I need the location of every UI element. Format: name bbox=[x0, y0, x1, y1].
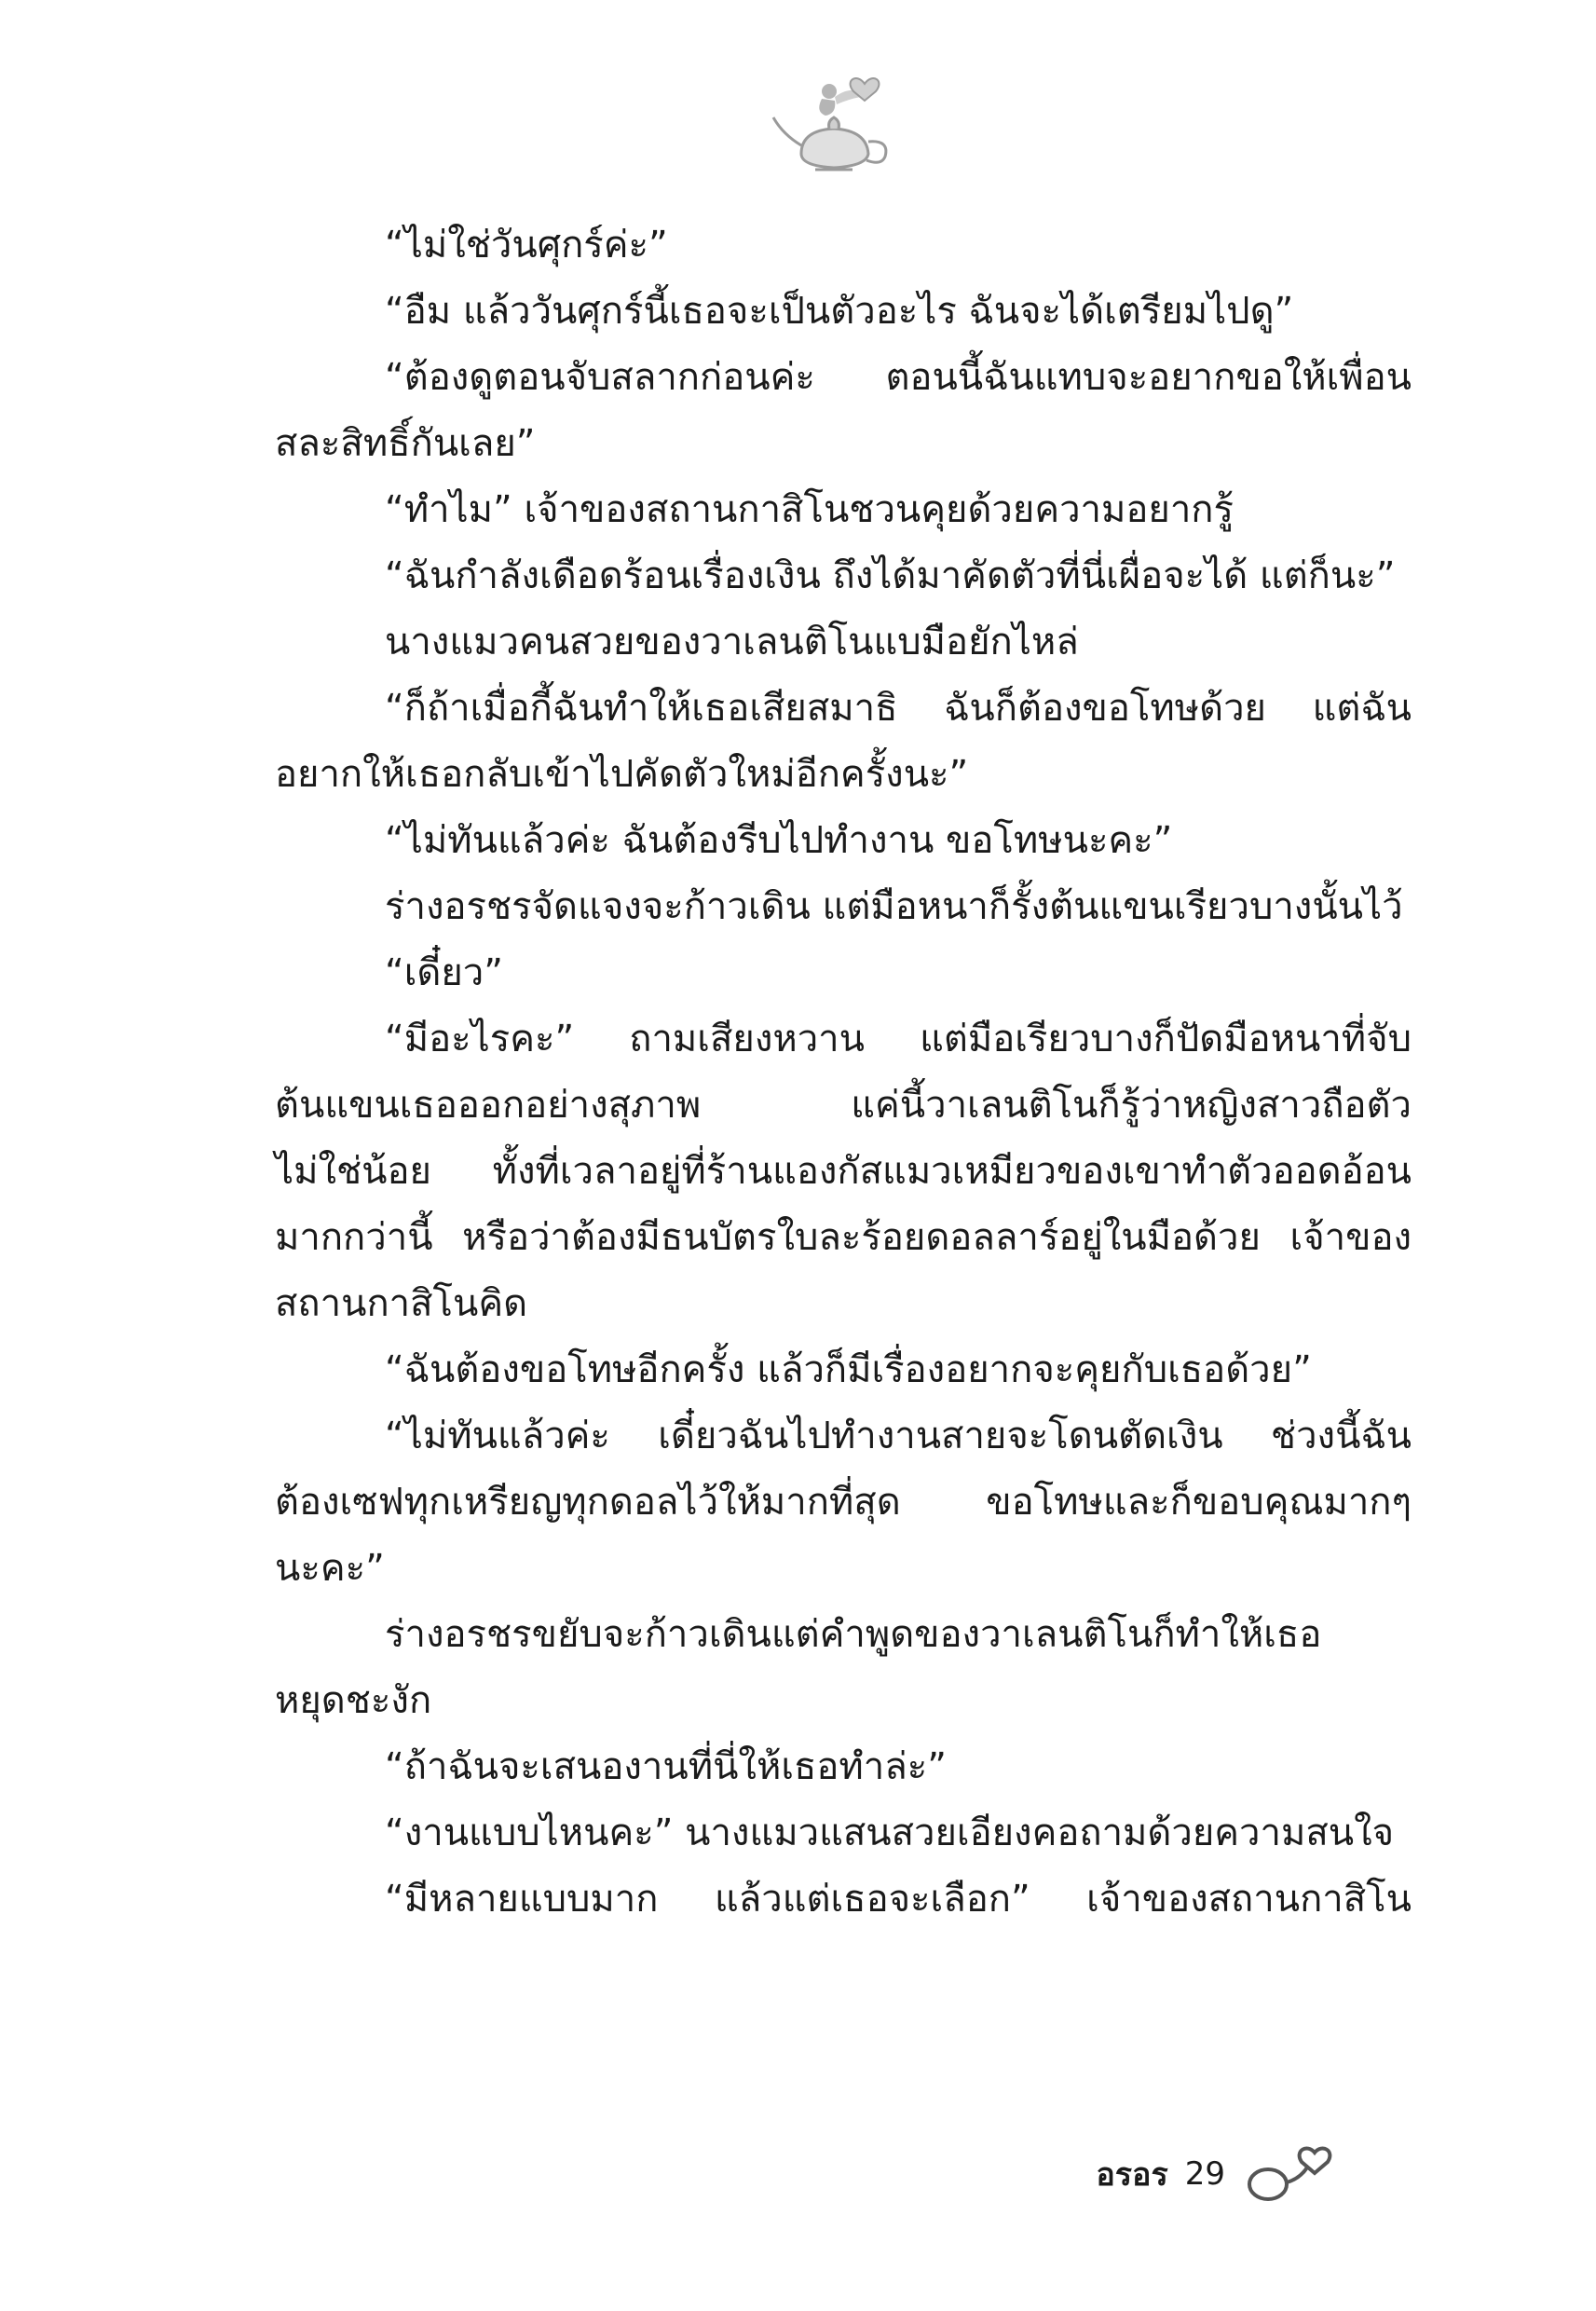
text-line: “มีอะไรคะ” ถามเสียงหวาน แต่มือเรียวบางก็ปัดมือหนาที่จับ bbox=[385, 1018, 1412, 1060]
text-line: “ทำไม” เจ้าของสถานกาสิโนชวนคุยด้วยความอยากรู้ bbox=[385, 488, 1234, 531]
text-line: “ฉันต้องขอโทษอีกครั้ง แล้วก็มีเรื่องอยากจะคุยกับเธอด้วย” bbox=[385, 1348, 1312, 1391]
text-line: สละสิทธิ์กันเลย” bbox=[275, 422, 536, 465]
text-line: หยุดชะงัก bbox=[275, 1679, 432, 1722]
text-line: “ก็ถ้าเมื่อกี้ฉันทำให้เธอเสียสมาธิ ฉันก็ต้องขอโทษด้วย แต่ฉัน bbox=[385, 687, 1412, 730]
text-line: ร่างอรชรจัดแจงจะก้าวเดิน แต่มือหนาก็รั้งต้นแขนเรียวบางนั้นไว้ bbox=[385, 885, 1403, 928]
text-line: อยากให้เธอกลับเข้าไปคัดตัวใหม่อีกครั้งนะ” bbox=[275, 753, 969, 796]
text-line: นางแมวคนสวยของวาเลนติโนแบมือยักไหล่ bbox=[385, 621, 1079, 663]
text-line: มากกว่านี้ หรือว่าต้องมีธนบัตรใบละร้อยดอลลาร์อยู่ในมือด้วย เจ้าของ bbox=[275, 1216, 1412, 1259]
text-line: “เดี๋ยว” bbox=[385, 951, 503, 994]
text-line: นะคะ” bbox=[275, 1547, 385, 1590]
text-line: “ไม่ทันแล้วค่ะ ฉันต้องรีบไปทำงาน ขอโทษนะคะ” bbox=[385, 819, 1173, 862]
handcuffs-ornament-icon bbox=[1242, 2141, 1344, 2207]
page-number: 29 bbox=[1184, 2155, 1225, 2193]
text-line: “มีหลายแบบมาก แล้วแต่เธอจะเลือก” เจ้าของสถานกาสิโน bbox=[385, 1878, 1412, 1921]
text-line: ร่างอรชรขยับจะก้าวเดินแต่คำพูดของวาเลนติโนก็ทำให้เธอ bbox=[385, 1613, 1322, 1656]
text-line: ต้นแขนเธอออกอย่างสุภาพ แค่นี้วาเลนติโนก็รู้ว่าหญิงสาวถือตัว bbox=[275, 1084, 1412, 1127]
text-line: “ไม่ใช่วันศุกร์ค่ะ” bbox=[385, 224, 668, 267]
body-text bbox=[275, 212, 1412, 1933]
running-footer-title: อรอร bbox=[1096, 2156, 1168, 2194]
text-line: ต้องเซฟทุกเหรียญทุกดอลไว้ให้มากที่สุด ขอโทษและก็ขอบคุณมากๆ bbox=[275, 1481, 1412, 1524]
text-line: ไม่ใช่น้อย ทั้งที่เวลาอยู่ที่ร้านแองกัสแมวเหมียวของเขาทำตัวออดอ้อน bbox=[275, 1150, 1412, 1193]
text-line: “ฉันกำลังเดือดร้อนเรื่องเงิน ถึงได้มาคัดตัวที่นี่เผื่อจะได้ แต่ก็นะ” bbox=[385, 554, 1396, 597]
page-footer bbox=[1096, 2141, 1344, 2207]
text-line: “ต้องดูตอนจับสลากก่อนค่ะ ตอนนี้ฉันแทบจะอยากขอให้เพื่อน bbox=[385, 356, 1412, 399]
text-line: สถานกาสิโนคิด bbox=[275, 1282, 528, 1325]
text-line: “ไม่ทันแล้วค่ะ เดี๋ยวฉันไปทำงานสายจะโดนตัดเงิน ช่วงนี้ฉัน bbox=[385, 1415, 1412, 1457]
text-line: “อืม แล้ววันศุกร์นี้เธอจะเป็นตัวอะไร ฉันจะได้เตรียมไปดู” bbox=[385, 290, 1294, 333]
text-line: “ถ้าฉันจะเสนองานที่นี่ให้เธอทำล่ะ” bbox=[385, 1745, 947, 1788]
text-line: “งานแบบไหนคะ” นางแมวแสนสวยเอียงคอถามด้วยความสนใจ bbox=[385, 1812, 1395, 1854]
teapot-cupid-ornament-icon bbox=[764, 56, 904, 186]
